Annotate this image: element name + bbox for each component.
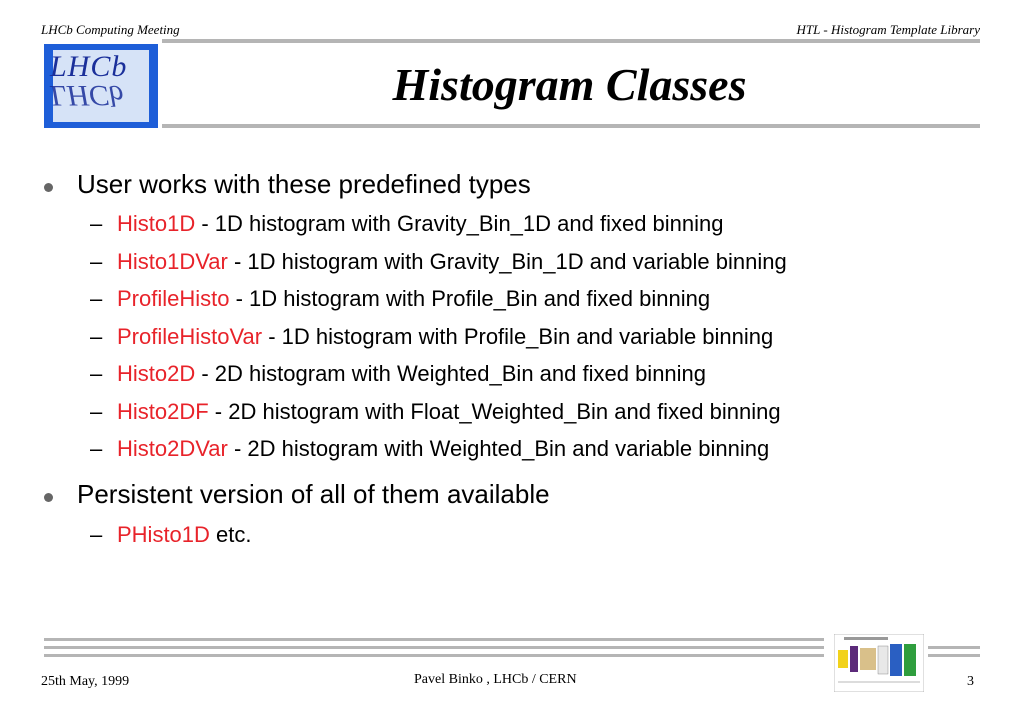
sub-item (90, 399, 781, 425)
detector-thumbnail (834, 634, 924, 692)
dash-bullet-icon: – (90, 323, 103, 349)
footer-rule-right-1 (928, 646, 980, 649)
footer-date: 25th May, 1999 (41, 674, 130, 689)
class-description: etc. (209, 522, 252, 547)
sub-item (90, 286, 710, 312)
sub-item (90, 522, 252, 548)
footer-author: Pavel Binko , LHCb / CERN (414, 672, 577, 687)
class-name: Histo1DVar (117, 248, 228, 274)
class-name: PHisto1D (117, 522, 210, 547)
bullet-1-text: User works with these predefined types (77, 169, 531, 199)
sub-item (90, 211, 724, 237)
header-rule (162, 39, 980, 43)
logo-wordmark: LHCb (50, 50, 128, 83)
class-description: - 1D histogram with Gravity_Bin_1D and fixed binning (195, 211, 724, 236)
dash-bullet-icon: – (90, 361, 103, 386)
class-name: ProfileHistoVar (117, 323, 263, 349)
title-rule (162, 124, 980, 128)
sub-item (90, 436, 769, 462)
class-description: - 1D histogram with Profile_Bin and fixed binning (229, 286, 711, 311)
dash-bullet-icon: – (90, 286, 103, 311)
class-name: Histo2DVar (117, 436, 228, 461)
sub-item (90, 249, 787, 275)
class-description: - 1D histogram with Gravity_Bin_1D and variable binning (227, 248, 787, 274)
class-description: - 2D histogram with Weighted_Bin and variable binning (227, 436, 770, 461)
class-name: ProfileHisto (117, 286, 230, 311)
class-description: - 1D histogram with Profile_Bin and variable binning (262, 323, 774, 349)
header-left: LHCb Computing Meeting (41, 22, 180, 37)
footer-rule-right-2 (928, 654, 980, 657)
class-description: - 2D histogram with Weighted_Bin and fixed binning (195, 361, 707, 386)
bullet-dot-icon (44, 493, 53, 502)
dash-bullet-icon: – (90, 522, 103, 547)
sub-item (90, 324, 773, 350)
class-name: Histo1D (117, 211, 196, 236)
class-description: - 2D histogram with Float_Weighted_Bin and fixed binning (208, 398, 781, 424)
class-name: Histo2DF (117, 398, 209, 424)
dash-bullet-icon: – (90, 398, 103, 424)
footer-rule-bottom (44, 646, 824, 649)
footer-rule-top (44, 638, 824, 641)
slide-title: Histogram Classes (392, 59, 747, 110)
page-number: 3 (967, 674, 974, 689)
class-name: Histo2D (117, 361, 196, 386)
bullet-dot-icon (44, 183, 53, 192)
header-right: HTL - Histogram Template Library (796, 22, 980, 37)
dash-bullet-icon: – (90, 436, 103, 461)
dash-bullet-icon: – (90, 248, 103, 274)
lhcb-logo (44, 44, 158, 128)
logo-mirror-wordmark: LHCb (50, 79, 124, 112)
bullet-2-text: Persistent version of all of them available (77, 479, 550, 509)
footer-rule-3 (44, 654, 824, 657)
dash-bullet-icon: – (90, 211, 103, 236)
sub-item (90, 361, 706, 387)
